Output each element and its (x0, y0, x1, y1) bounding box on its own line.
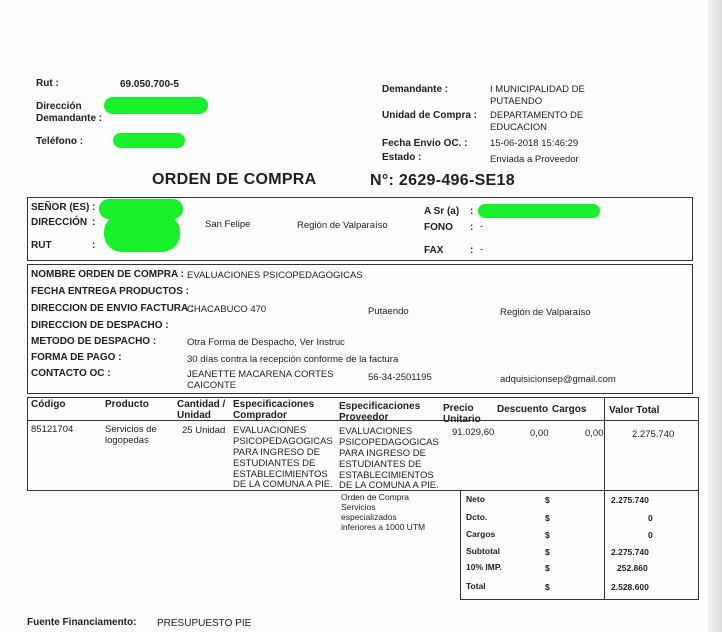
row-esp-comprador-3: PARA INGRESO DE (233, 447, 320, 458)
note-line-4: inferiores a 1000 UTM (341, 522, 426, 532)
unidad-compra-value-line2: EDUCACION (490, 122, 548, 133)
fuente-financiamiento-value: PRESUPUESTO PIE (157, 618, 252, 629)
total-value-total: 2.528.600 (611, 582, 649, 592)
total-label-cargos: Cargos (466, 529, 496, 539)
row-esp-proveedor-1: EVALUACIONES (339, 426, 413, 437)
row-esp-proveedor-4: ESTUDIANTES DE (339, 459, 422, 470)
estado-label: Estado : (382, 152, 422, 163)
row-esp-comprador-2: PSICOPEDAGOGICAS (233, 436, 333, 447)
col-header-cantidad-line1: Cantidad / (177, 399, 226, 410)
col-header-esp-comprador-line1: Especificaciones (233, 399, 315, 410)
demandante-label: Demandante : (382, 84, 449, 95)
redacted-contact-name (478, 204, 600, 218)
totals-column-divider (604, 490, 605, 599)
row-esp-proveedor-2: PSICOPEDAGOGICAS (339, 437, 439, 448)
col-header-descuento: Descuento (497, 404, 549, 415)
supplier-region: Región de Valparaíso (297, 220, 388, 231)
dir-factura-region: Región de Valparaíso (500, 307, 591, 318)
row-esp-comprador-1: EVALUACIONES (233, 425, 307, 436)
unidad-compra-value-line1: DEPARTAMENTO DE (490, 110, 584, 121)
total-currency: $ (545, 530, 550, 540)
row-producto-line2: logopedas (105, 435, 149, 446)
order-number: N°: 2629-496-SE18 (370, 172, 515, 189)
row-esp-proveedor-5: ESTABLECIMIENTOS (339, 470, 434, 481)
metodo-despacho-label: METODO DE DESPACHO : (31, 336, 157, 347)
dir-factura-value: CHACABUCO 470 (187, 304, 267, 315)
total-currency: $ (545, 582, 550, 592)
fuente-financiamiento-label: Fuente Financiamento: (27, 617, 137, 628)
total-value-imp: 252.860 (617, 563, 648, 573)
redacted-phone (113, 133, 185, 148)
row-esp-comprador-4: ESTUDIANTES DE (233, 458, 316, 469)
col-header-cantidad-line2: Unidad (177, 410, 211, 421)
col-header-esp-comprador-line2: Comprador (233, 410, 287, 421)
col-header-esp-proveedor-line2: Proveedor (339, 412, 389, 423)
contacto-name-line2: CAICONTE (187, 380, 237, 391)
metodo-despacho-value: Otra Forma de Despacho, Ver Instruc (187, 337, 345, 348)
contacto-label: CONTACTO OC : (31, 368, 111, 379)
fax-label: FAX (424, 245, 444, 256)
total-currency: $ (545, 513, 550, 523)
total-value-cargos: 0 (648, 530, 653, 540)
table-column-divider (604, 397, 605, 490)
colon: : (92, 240, 96, 251)
fono-value: - (480, 221, 484, 232)
col-header-codigo: Código (31, 399, 66, 410)
unidad-compra-label: Unidad de Compra : (382, 110, 478, 121)
col-header-esp-proveedor-line1: Especificaciones (339, 401, 421, 412)
estado-value: Enviada a Proveedor (490, 154, 579, 165)
colon: : (92, 202, 96, 213)
row-descuento: 0,00 (530, 428, 549, 439)
colon: : (470, 245, 474, 256)
total-value-dcto: 0 (648, 513, 653, 523)
forma-pago-value: 30 días contra la recepción conforme de la factura (187, 354, 399, 365)
forma-pago-label: FORMA DE PAGO : (31, 352, 122, 363)
total-label-dcto: Dcto. (466, 512, 488, 522)
total-label-neto: Neto (466, 494, 485, 504)
row-valor-total: 2.275.740 (632, 429, 675, 440)
row-esp-proveedor-3: PARA INGRESO DE (339, 448, 426, 459)
contacto-email: adquisicionsep@gmail.com (500, 374, 616, 385)
dir-factura-label: DIRECCION DE ENVIO FACTURA : (31, 303, 194, 314)
colon: : (470, 206, 474, 217)
note-line-1: Orden de Compra (341, 492, 410, 502)
total-currency: $ (545, 563, 550, 573)
total-value-neto: 2.275.740 (611, 495, 649, 505)
row-esp-proveedor-6: DE LA COMUNA A PIE. (339, 480, 439, 491)
note-line-3: especializados (341, 512, 397, 522)
colon: : (470, 222, 474, 233)
redacted-supplier-address (104, 214, 180, 252)
total-label-subtotal: Subtotal (466, 546, 500, 556)
dir-despacho-label: DIRECCION DE DESPACHO : (31, 320, 169, 331)
fecha-envio-label: Fecha Envio OC. : (382, 138, 468, 149)
note-line-2: Servicios (341, 502, 376, 512)
total-label-imp: 10% IMP. (466, 562, 502, 572)
total-currency: $ (545, 547, 550, 557)
rut-proveedor-label: RUT (31, 240, 52, 251)
rut-value: 69.050.700-5 (120, 79, 179, 90)
supplier-city: San Felipe (205, 219, 251, 230)
direccion-label: Dirección (36, 101, 82, 112)
redacted-address (104, 97, 208, 114)
dir-factura-city: Putaendo (368, 306, 409, 317)
col-header-valor-total: Valor Total (609, 405, 660, 416)
senor-label: SEÑOR (ES) (31, 202, 90, 213)
demandante-address-label: Demandante : (36, 113, 103, 124)
telefono-label: Teléfono : (36, 136, 84, 147)
row-producto-line1: Servicios de (105, 424, 157, 435)
document-title: ORDEN DE COMPRA (152, 171, 317, 188)
fax-value: - (480, 244, 484, 255)
direccion-proveedor-label: DIRECCIÓN (31, 217, 88, 228)
col-header-cargos: Cargos (552, 404, 587, 415)
nombre-orden-label: NOMBRE ORDEN DE COMPRA : (31, 269, 184, 280)
asr-label: A Sr (a) (424, 206, 460, 217)
colon: : (92, 217, 96, 228)
demandante-value-line2: PUTAENDO (490, 96, 543, 107)
row-precio: 91.029,60 (452, 427, 495, 438)
col-header-precio-line1: Precio (443, 403, 474, 414)
demandante-value-line1: I MUNICIPALIDAD DE (490, 84, 585, 95)
total-label-total: Total (466, 581, 486, 591)
total-value-subtotal: 2.275.740 (611, 547, 649, 557)
col-header-producto: Producto (105, 399, 149, 410)
col-header-precio-line2: Unitario (443, 414, 481, 425)
rut-label: Rut : (36, 78, 59, 89)
row-cantidad: 25 Unidad (182, 425, 226, 436)
totals-box (460, 490, 699, 600)
page-edge-shadow (708, 0, 722, 632)
row-cargos: 0,00 (585, 428, 604, 439)
nombre-orden-value: EVALUACIONES PSICOPEDAGOGICAS (187, 270, 363, 281)
fecha-entrega-label: FECHA ENTREGA PRODUCTOS : (31, 286, 189, 297)
fono-label: FONO (424, 222, 453, 233)
contacto-phone: 56-34-2501195 (368, 372, 432, 383)
fecha-envio-value: 15-06-2018 15:46:29 (490, 138, 579, 149)
row-codigo: 85121704 (31, 424, 74, 435)
row-esp-comprador-5: ESTABLECIMIENTOS (233, 469, 328, 480)
row-esp-comprador-6: DE LA COMUNA A PIE. (233, 479, 333, 490)
total-currency: $ (545, 495, 550, 505)
contacto-name-line1: JEANETTE MACARENA CORTES (187, 369, 334, 380)
